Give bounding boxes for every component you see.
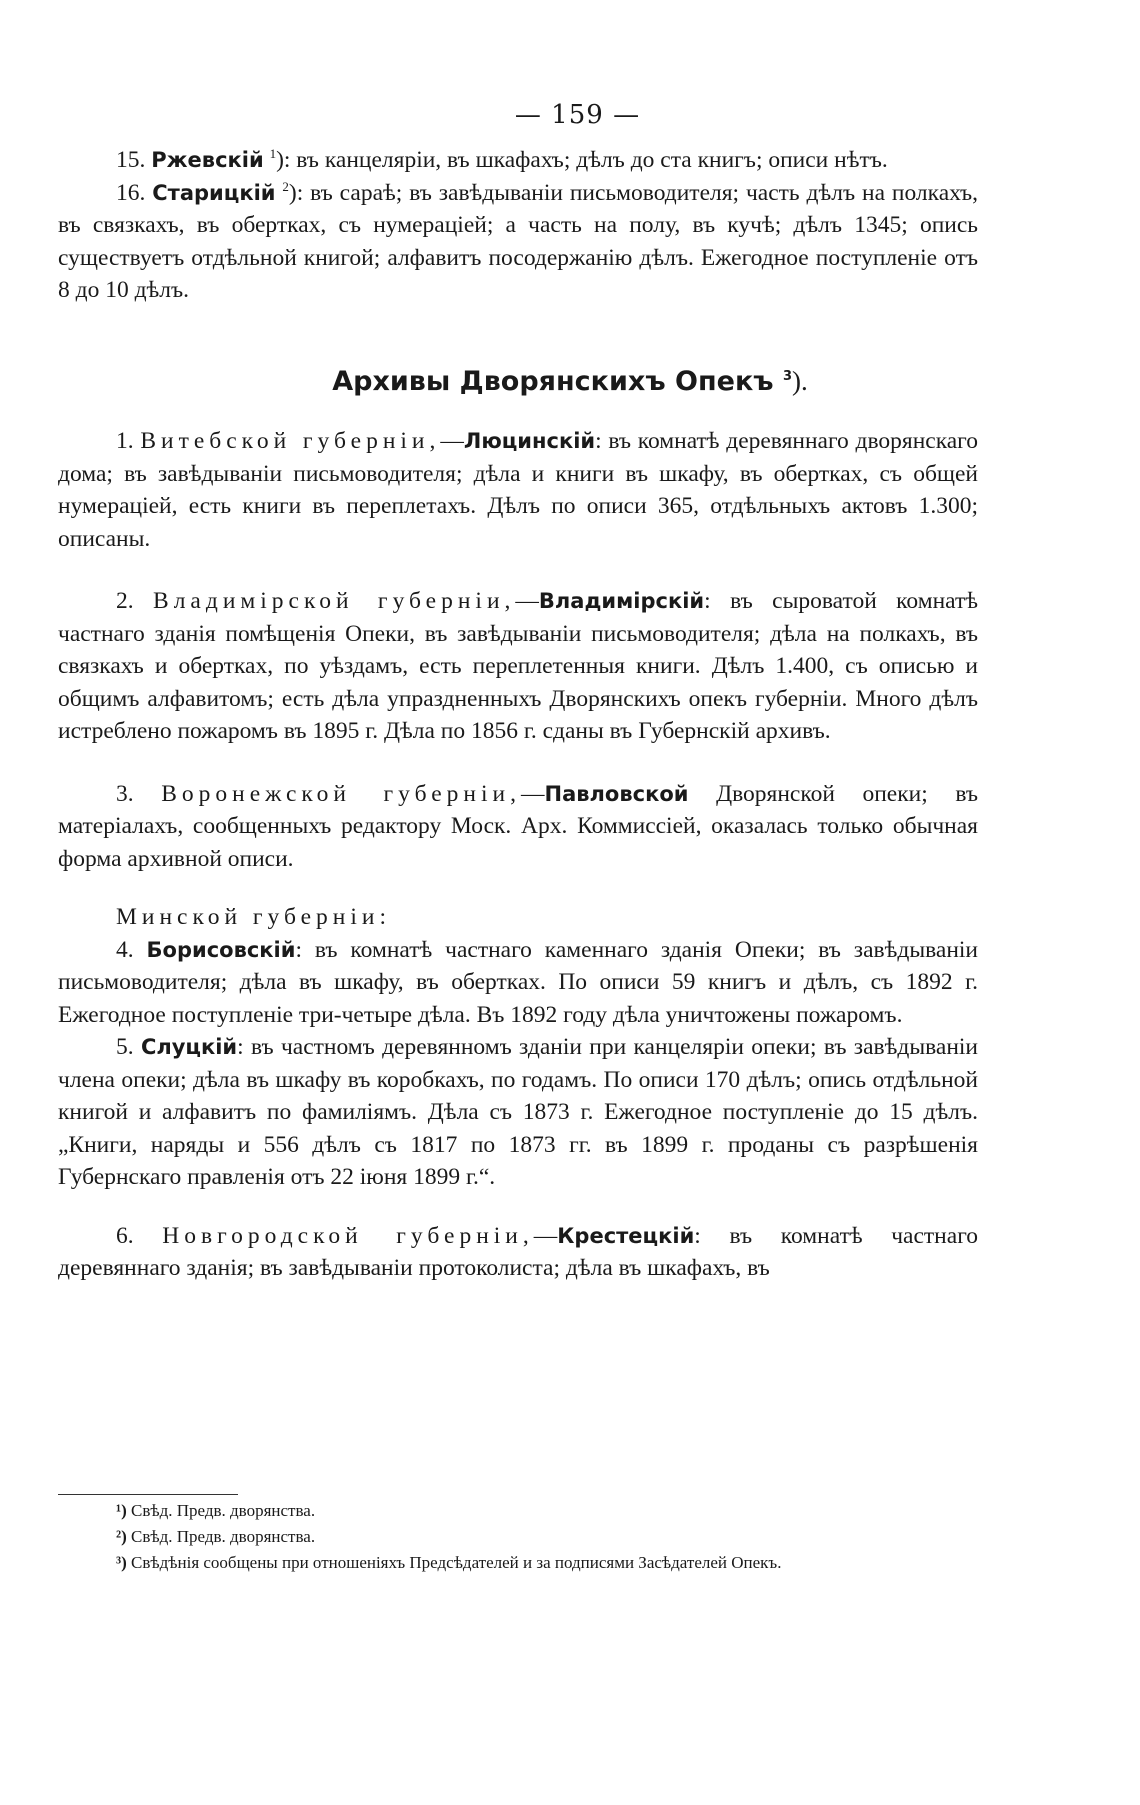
entry-name: Борисовскій: [146, 937, 296, 962]
region: Владимірской губерніи,: [153, 588, 516, 614]
region: Новгородской губерніи,: [162, 1222, 534, 1249]
entry-name: Старицкій: [152, 180, 276, 205]
entry-1: 1. Витебской губерніи,—Люцинскій: въ комнатѣ деревяннаго дворянскаго дома; въ завѣдываніи письмоводителя; дѣла и книги въ шкафу, въ обертках, съ общей нумераціей, есть книги въ переплетахъ. Дѣлъ по описи 365, отдѣльныхъ актовъ 1.300; описаны.: [58, 428, 978, 552]
entry-4: 4. Борисовскій: въ комнатѣ частнаго каменнаго зданія Опеки; въ завѣдываніи письмоводителя; дѣла въ шкафу, въ обертках. По описи 59 книгъ и дѣлъ, съ 1892 г. Ежегодное поступленіе три-четыре дѣла. Въ 1892 году дѣла уничтожены пожаромъ.: [58, 936, 979, 1028]
entry-15: 15. Ржевскій $^1$): въ канцеляріи, въ шкафахъ; дѣлъ до ста книгъ; описи нѣтъ.: [116, 146, 888, 173]
entry-6: 6. Новгородской губерніи,—Крестецкій: въ комнатѣ частнаго деревяннаго зданія; въ завѣдываніи протоколиста; дѣла въ шкафахъ, въ: [58, 1222, 978, 1281]
minsk-region: Минской губерніи:: [116, 904, 392, 930]
entry-name: Крестецкій: [557, 1223, 695, 1248]
entry-2: 2. Владимірской губерніи,—Владимірскій: въ сыроватой комнатѣ частнаго зданія помѣщенія Опеки, въ завѣдываніи письмоводителя; дѣла на полкахъ, въ связкахъ и обертках, по уѣздамъ, есть переплетенныя книги. Дѣлъ 1.400, съ описью и общимъ алфавитомъ; есть дѣла упраздненныхъ Дворянскихъ опекъ губерніи. Много дѣлъ истреблено пожаромъ въ 1895 г. Дѣла по 1856 г. сданы въ Губернскій архивъ.: [58, 588, 978, 744]
entry-16: 16. Старицкій $^2$): въ сараѣ; въ завѣдываніи письмоводителя; часть дѣлъ на полкахъ, въ связкахъ, въ обертках, съ нумераціей; а часть на полу, въ кучѣ; дѣлъ 1345; опись существуетъ отдѣльной книгой; алфавитъ посодержанію дѣлъ. Ежегодное поступленіе отъ 8 до 10 дѣлъ.: [58, 178, 979, 303]
entry-3: 3. Воронежской губерніи,—Павловской Дворянской опеки; въ матеріалахъ, сообщенныхъ редактору Моск. Арх. Коммиссіей, оказалась только обычная форма архивной описи.: [58, 780, 979, 872]
top-entries: [58, 144, 978, 307]
entry-name: Слуцкій: [140, 1035, 238, 1059]
footnotes: [58, 1498, 978, 1576]
region: Воронежской губерніи,: [161, 780, 521, 807]
footnote-1: ¹) Свѣд. Предв. дворянства.: [116, 1501, 316, 1520]
footnote-2: ²) Свѣд. Предв. дворянства.: [116, 1527, 316, 1546]
entry-5: 5. Слуцкій: въ частномъ деревянномъ зданіи при канцеляріи опеки; въ завѣдываніи члена опеки; дѣла въ шкафу въ коробкахъ, по годамъ. По описи 170 дѣлъ; опись отдѣльной книгой и алфавитъ по фамиліямъ. Дѣла съ 1873 г. Ежегодное поступленіе до 15 дѣлъ. „Книги, наряды и 556 дѣлъ съ 1817 по 1873 гг. въ 1899 г. проданы съ разрѣшенія Губернскаго правленія отъ 22 іюня 1899 г.“.: [58, 1034, 979, 1190]
page-number: — 159 —: [514, 100, 641, 130]
footnote-divider: [58, 1494, 238, 1495]
section-body: [58, 425, 978, 1285]
footnote-3: ³) Свѣдѣнія сообщены при отношеніяхъ Предсѣдателей и за подписями Засѣдателей Опекъ.: [116, 1553, 782, 1572]
entry-name: Владимірскій: [538, 589, 705, 613]
entry-name: Люцинскій: [463, 429, 596, 453]
section-heading: Архивы Дворянскихъ Опекъ $^3$).: [332, 366, 808, 397]
entry-name: Ржевскій: [151, 148, 264, 172]
footnote-ref: 3: [782, 369, 793, 384]
footnote-ref: 1: [269, 146, 277, 162]
region: Витебской губерніи,: [140, 428, 441, 454]
footnote-ref: 2: [282, 178, 289, 194]
entry-name: Павловской: [544, 781, 689, 806]
